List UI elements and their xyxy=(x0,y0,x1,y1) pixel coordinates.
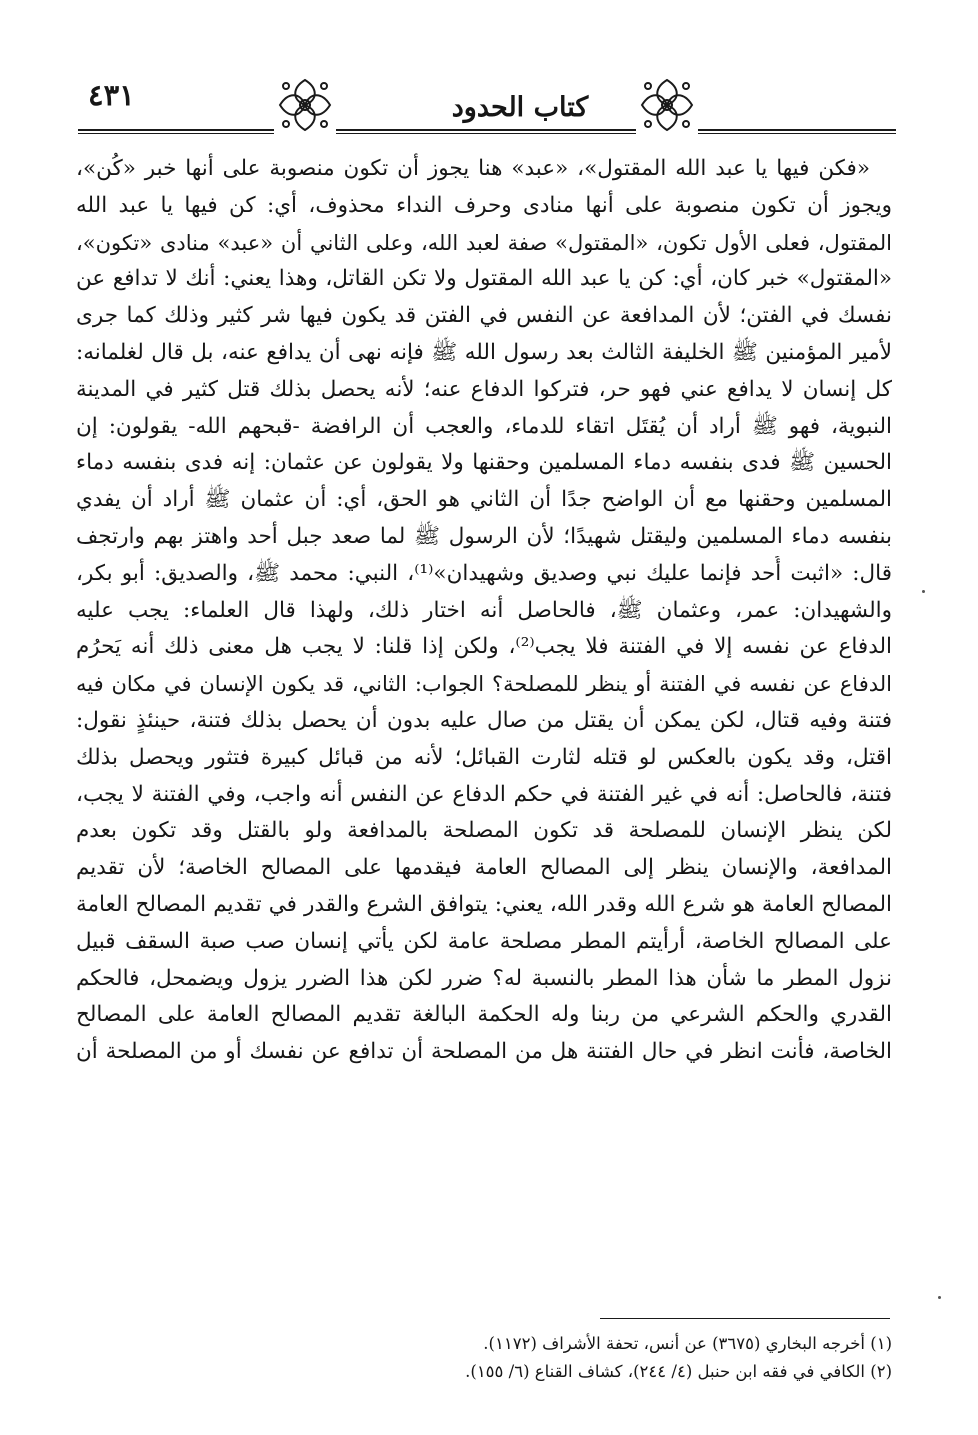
footnotes xyxy=(292,1330,892,1386)
text-line: الحسين ﷺ فدى بنفسه دماء المسلمين وحقنها ولا يقولون عن عثمان: إنه فدى بنفسه دماء xyxy=(76,450,892,476)
footnote-1: (١) أخرجه البخاري (٣٦٧٥) عن أنس، تحفة الأشراف (١١٧٢). xyxy=(483,1334,892,1353)
page-number: ٤٣١ xyxy=(88,78,135,112)
text-line: «فكن فيها يا عبد الله المقتول»، «عبد» هنا يجوز أن تكون منصوبة على أنها خبر «كُن»، xyxy=(76,156,870,181)
text-line: نفسك في الفتن؛ لأن المدافعة عن النفس في الفتن قد يكون فيها شر كثير وذلك كما جرى xyxy=(76,303,892,329)
text-line: نزول المطر ما شأن هذا المطر بالنسبة له؟ ضرر لكن هذا الضرر يزول ويضمحل، فالحكم xyxy=(76,965,892,991)
text-line: ويجوز أن تكون منصوبة على أنها منادى وحرف النداء محذوف، أي: كن فيها يا عبد الله xyxy=(76,192,892,218)
margin-mark xyxy=(922,590,925,593)
text-line: المقتول، فعلى الأول تكون، «المقتول» صفة لعبد الله، وعلى الثاني أن «عبد» منادى «تكون»، xyxy=(76,230,892,255)
text-line: النبوية، فهو ﷺ أراد أن يُقتَل اتقاء للدماء، والعجب أن الرافضة -قبحهم الله- يقولون: إن xyxy=(76,413,892,439)
text-line: لكن ينظر الإنسان للمصلحة قد تكون المصلحة بالمدافعة ولو بالقتل وقد تكون بعدم xyxy=(76,818,892,844)
margin-mark xyxy=(938,1296,941,1299)
text-line: الخاصة، فأنت انظر في حال الفتنة هل من المصلحة أن تدافع عن نفسك أو من المصلحة أن xyxy=(76,1039,892,1065)
page-header xyxy=(78,74,896,144)
ornament-left-icon xyxy=(274,74,336,136)
text-line: على المصالح الخاصة، أرأيتم المطر مصلحة عامة لكن يأتي إنسان صب صبة السقف قبيل xyxy=(76,928,892,954)
text-line: فتنة، فالحاصل: أنه في غير الفتنة في حكم الدفاع عن النفس أنه واجب، وفي الفتنة لا يجب، xyxy=(76,781,892,807)
text-line: المسلمين وحقنها مع أن الواضح جدًا أن الثاني هو الحق، أي: أن عثمان ﷺ أراد أن يفدي xyxy=(76,487,892,513)
text-line: اقتل، وقد يكون بالعكس لو قتله لثارت القبائل؛ لأنه من قبائل كبيرة فتثور ويحصل بذلك xyxy=(76,744,892,770)
ornament-right-icon xyxy=(636,74,698,136)
chapter-title: كتاب الحدود xyxy=(396,92,644,123)
text-line: الدفاع عن نفسه إلا في الفتنة فلا يجب⁽²⁾، ولكن إذا قلنا: لا يجب هل معنى ذلك أنه يَحرُم xyxy=(76,634,892,660)
text-line: المدافعة، والإنسان ينظر إلى المصالح العامة فيقدمها على المصالح الخاصة؛ لأن تقديم xyxy=(76,855,892,881)
text-line: بنفسه دماء المسلمين وليقتل شهيدًا؛ لأن الرسول ﷺ لما صعد جبل أحد واهتز بهم وارتجف xyxy=(76,523,892,549)
footnote-2: (٢) الكافي في فقه ابن حنبل (٤/ ٢٤٤)، كشاف القناع (٦/ ١٥٥). xyxy=(465,1362,892,1381)
text-line: قال: «اثبت أُحد فإنما عليك نبي وصديق وشهيدان»⁽¹⁾، النبي: محمد ﷺ، والصديق: أبو بكر، xyxy=(76,560,892,586)
body-text xyxy=(76,151,892,1071)
header-rule-thin xyxy=(78,133,896,134)
text-line: القدري والحكم الشرعي من ربنا وله الحكمة البالغة تقديم المصالح العامة على المصالح xyxy=(76,1002,892,1028)
footnote-rule xyxy=(600,1318,890,1319)
header-rule xyxy=(78,129,896,131)
text-line: «المقتول» خبر كان، أي: كن يا عبد الله المقتول ولا تكن القاتل، وهذا يعني: أنك لا تدافع عن xyxy=(76,266,892,292)
text-line: فتنة وفيه قتال، لكن يمكن أن يقتل من صال عليه بدون أن يحصل بذلك فتنة، حينئذٍ نقول: xyxy=(76,707,892,733)
text-line: كل إنسان لا يدافع عني فهو حر، فتركوا الدفاع عنه؛ لأنه يحصل بذلك قتل كثير في المدينة xyxy=(76,376,892,402)
text-line: الدفاع عن نفسه في الفتنة أو ينظر للمصلحة؟ الجواب: الثاني، قد يكون الإنسان في مكان فيه xyxy=(76,672,892,697)
text-line: المصالح العامة هو شرع الله وقدر الله، يعني: يتوافق الشرع والقدر في تقديم المصالح العامة xyxy=(76,891,892,917)
text-line: والشهيدان: عمر، وعثمان ﷺ، فالحاصل أنه اختار ذلك، ولهذا قال العلماء: يجب عليه xyxy=(76,597,892,623)
text-line: لأمير المؤمنين ﷺ الخليفة الثالث بعد رسول الله ﷺ فإنه نهى أن يدافع عنه، بل قال لغلمانه: xyxy=(76,339,892,365)
